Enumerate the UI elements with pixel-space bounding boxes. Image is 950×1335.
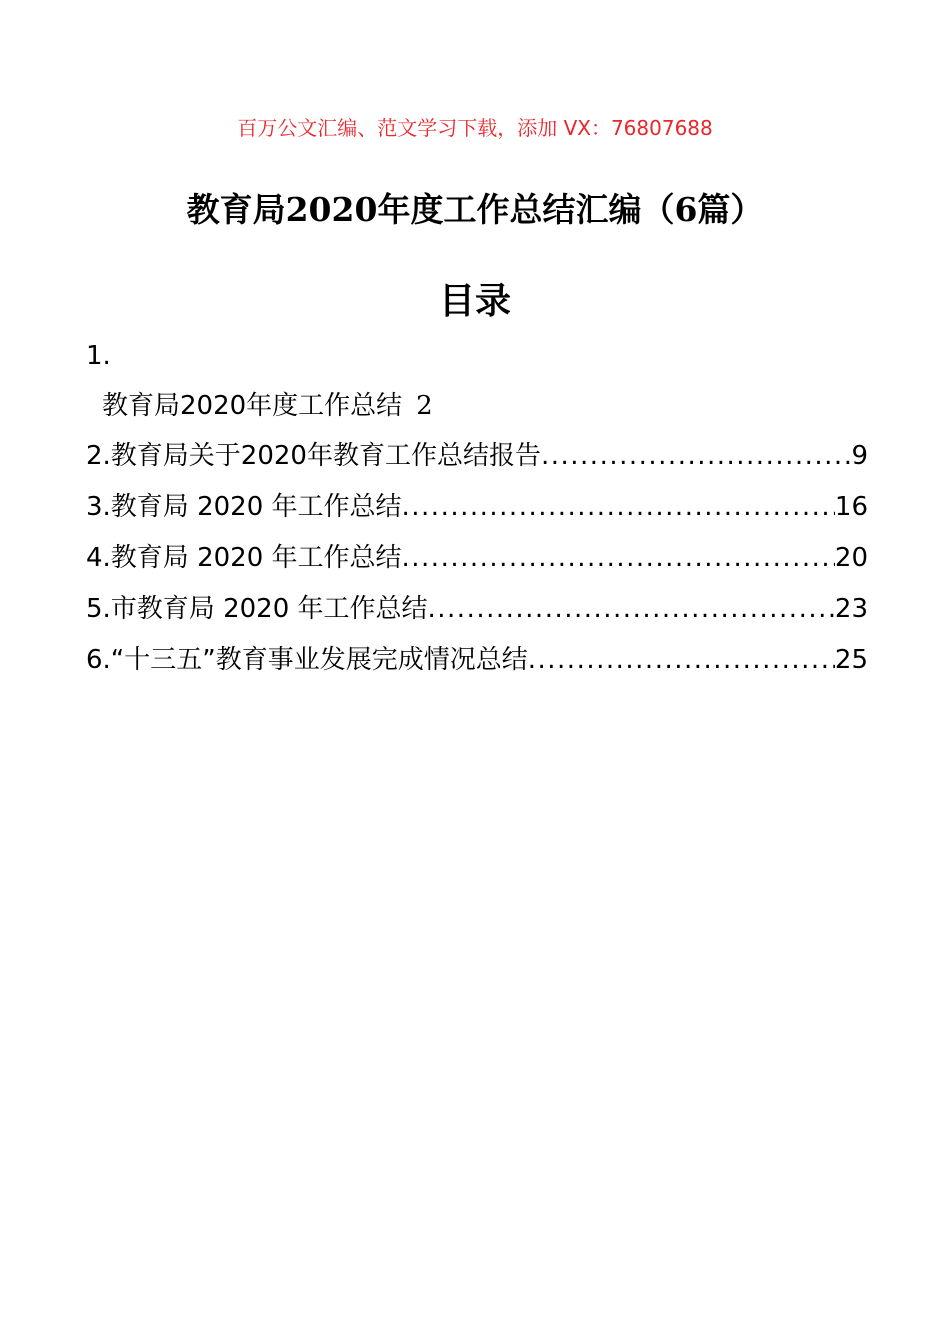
toc-entry-title: 2.教育局关于2020年教育工作总结报告 xyxy=(86,441,541,471)
title-part-1: 教育局 xyxy=(186,190,286,229)
toc-entry-3[interactable] xyxy=(86,490,868,524)
title-year: 2020 xyxy=(285,190,378,229)
toc-entry-1-number: 1. xyxy=(86,341,111,371)
toc-entry-4[interactable] xyxy=(86,541,868,575)
document-title xyxy=(0,188,950,232)
dot-leader xyxy=(541,439,851,473)
toc-entry-page: 20 xyxy=(834,543,868,573)
title-part-2: 年度工作总结汇编（ xyxy=(377,190,675,229)
toc-entry-page: 9 xyxy=(851,441,868,471)
title-count: 6 xyxy=(674,190,698,229)
toc-entry-title: 教育局2020年度工作总结 xyxy=(102,391,403,421)
toc-entry-page: 25 xyxy=(834,645,868,675)
toc-entry-2[interactable] xyxy=(86,439,868,473)
toc-entry-title: 3.教育局 2020 年工作总结 xyxy=(86,492,402,522)
title-part-3: 篇） xyxy=(697,190,764,229)
toc-heading: 目录 xyxy=(438,281,511,322)
toc-entry-title: 6.“十三五”教育事业发展完成情况总结 xyxy=(86,645,528,675)
toc-entry-title: 5.市教育局 2020 年工作总结 xyxy=(86,594,428,624)
toc-entry-5[interactable] xyxy=(86,592,868,626)
dot-leader xyxy=(528,643,835,677)
toc-entry-page: 16 xyxy=(834,492,868,522)
toc-entry-1[interactable] xyxy=(102,389,433,423)
dot-leader xyxy=(428,592,835,626)
dot-leader xyxy=(402,541,835,575)
toc-entry-page: 2 xyxy=(416,391,433,421)
toc-entry-title: 4.教育局 2020 年工作总结 xyxy=(86,543,402,573)
toc-entry-6[interactable] xyxy=(86,643,868,677)
toc-entry-page: 23 xyxy=(834,594,868,624)
dot-leader xyxy=(402,490,835,524)
watermark-banner: 百万公文汇编、范文学习下载，添加 VX：76807688 xyxy=(237,116,713,140)
